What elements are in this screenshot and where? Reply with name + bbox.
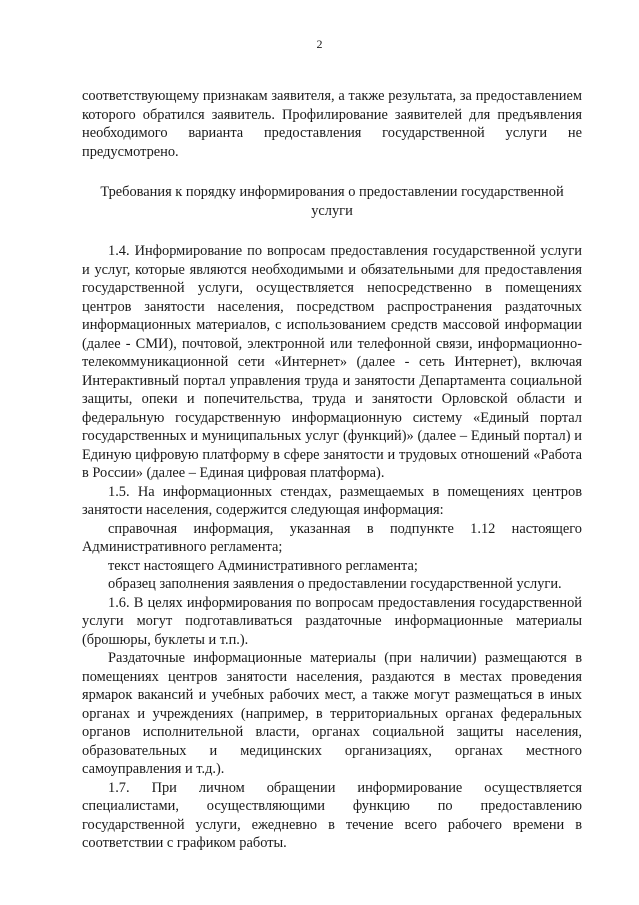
paragraph-handout-materials: Раздаточные информационные материалы (при наличии) размещаются в помещениях центров занятости населения, раздаются в местах проведения ярмарок вакансий и учебных рабочих мест, а также могут размещаться в иных органах и учреждениях (например, в территориальных органах федеральных органов исполнительной власти, органах социальной защиты населения, образовательных и медицинских организациях, органах местного самоуправления и т.д.).	[82, 650, 582, 777]
paragraph-1-5: 1.5. На информационных стендах, размещаемых в помещениях центров занятости населения, содержится следующая информация:	[82, 483, 582, 518]
paragraph-continuation: соответствующему признакам заявителя, а также результата, за предоставлением которого обратился заявитель. Профилирование заявителей для предъявления необходимого варианта предоставления государственной услуги не предусмотрено.	[82, 88, 582, 160]
document-body	[82, 87, 582, 853]
page-number: 2	[316, 37, 323, 51]
list-item-reference-info: справочная информация, указанная в подпункте 1.12 настоящего Административного регламента;	[82, 520, 582, 555]
paragraph-1-7: 1.7. При личном обращении информирование осуществляется специалистами, осуществляющими функцию по предоставлению государственной услуги, ежедневно в течение всего рабочего времени в соответствии с графиком работы.	[82, 779, 582, 851]
list-item-regulation-text: текст настоящего Административного регламента;	[108, 557, 418, 574]
paragraph-1-4: 1.4. Информирование по вопросам предоставления государственной услуги и услуг, которые являются необходимыми и обязательными для предоставления государственной услуги, осуществляется непосредственно в помещениях центров занятости населения, посредством распространения раздаточных информационных материалов, с использованием средств массовой информации (далее - СМИ), почтовой, электронной или телефонной связи, информационно-телекоммуникационной сети «Интернет» (далее - сеть Интернет), включая Интерактивный портал управления труда и занятости Департамента социальной защиты, опеки и попечительства, труда и занятости Орловской области и федеральную государственную информационную систему «Единый портал государственных и муниципальных услуг (функций)» (далее – Единый портал) и Единую цифровую платформу в сфере занятости и трудовых отношений «Работа в России» (далее – Единая цифровая платформа).	[82, 243, 582, 481]
section-heading: Требования к порядку информирования о предоставлении государственной услуги	[100, 184, 564, 219]
paragraph-1-6: 1.6. В целях информирования по вопросам предоставления государственной услуги могут подготавливаться раздаточные информационные материалы (брошюры, буклеты и т.п.).	[82, 594, 582, 648]
list-item-application-sample: образец заполнения заявления о предоставлении государственной услуги.	[108, 576, 562, 592]
